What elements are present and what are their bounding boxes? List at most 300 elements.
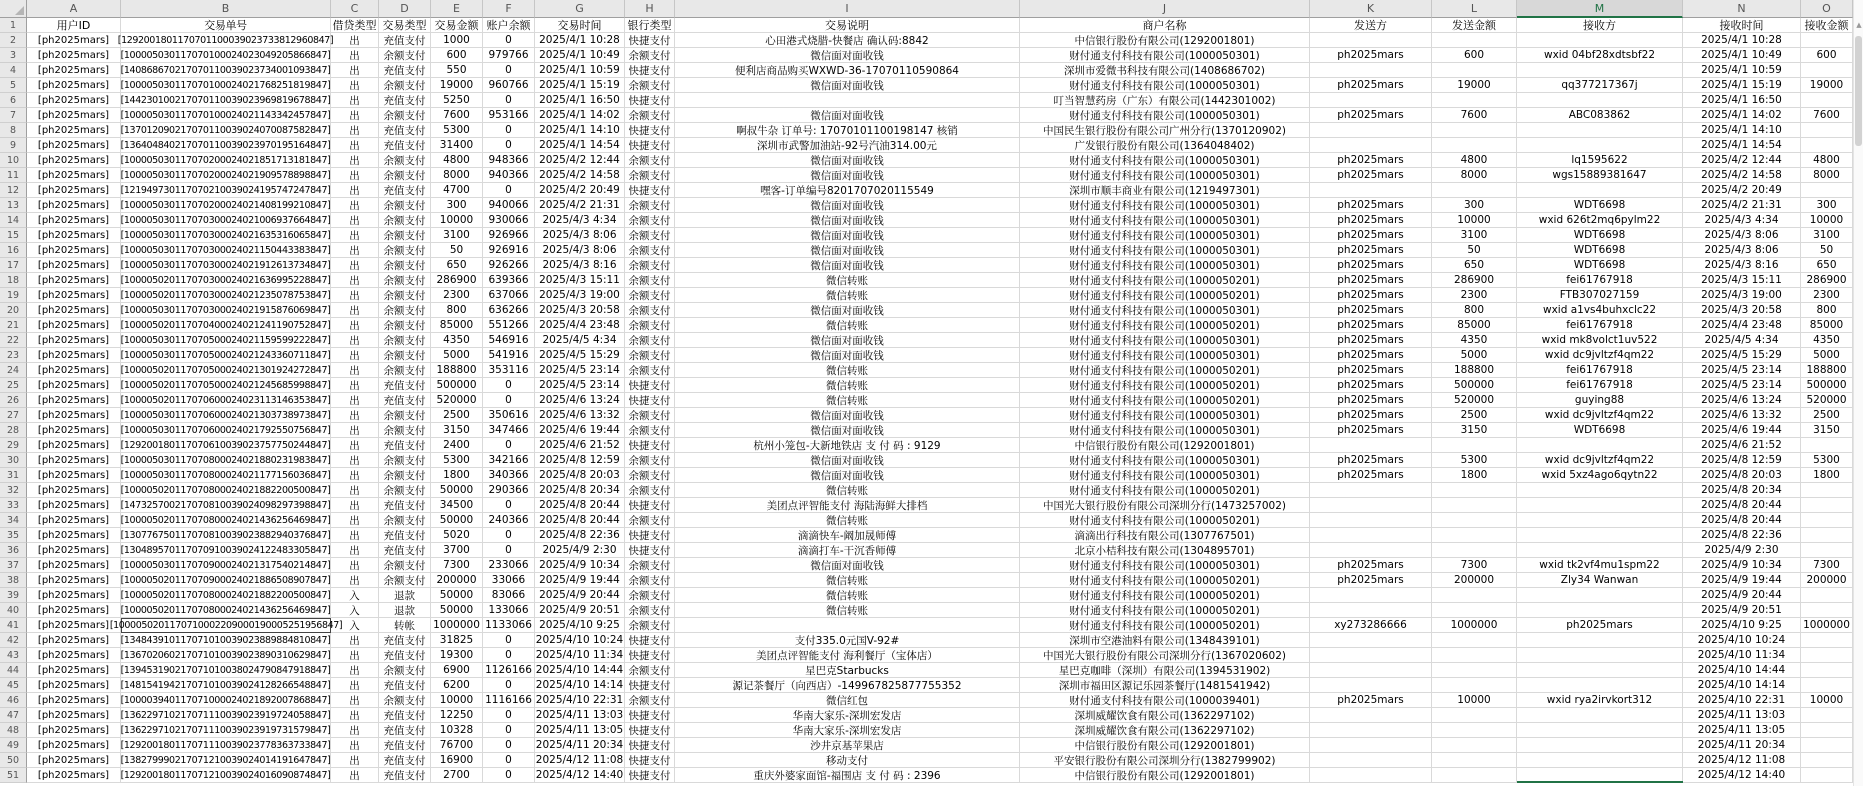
cell-M47[interactable] — [1517, 708, 1683, 723]
cell-B22[interactable]: [100005030117070500024021159599222847] — [121, 333, 331, 348]
cell-E49[interactable]: 76700 — [431, 738, 483, 753]
cell-M25[interactable]: fei61767918 — [1517, 378, 1683, 393]
cell-E23[interactable]: 5000 — [431, 348, 483, 363]
cell-L35[interactable] — [1432, 528, 1517, 543]
cell-B49[interactable]: [129200180117071110039023778363733847] — [121, 738, 331, 753]
cell-F18[interactable]: 639366 — [483, 273, 535, 288]
cell-F39[interactable]: 83066 — [483, 588, 535, 603]
cell-E26[interactable]: 520000 — [431, 393, 483, 408]
cell-L20[interactable]: 800 — [1432, 303, 1517, 318]
cell-O41[interactable]: 1000000 — [1801, 618, 1853, 633]
cell-N23[interactable]: 2025/4/5 15:29 — [1683, 348, 1801, 363]
cell-O8[interactable] — [1801, 123, 1853, 138]
cell-H34[interactable]: 余额支付 — [625, 513, 675, 528]
cell-A28[interactable]: [ph2025mars] — [27, 423, 121, 438]
cell-N42[interactable]: 2025/4/10 10:24 — [1683, 633, 1801, 648]
cell-O20[interactable]: 800 — [1801, 303, 1853, 318]
cell-H7[interactable]: 余额支付 — [625, 108, 675, 123]
cell-D22[interactable]: 余额支付 — [379, 333, 431, 348]
cell-F27[interactable]: 350616 — [483, 408, 535, 423]
cell-J38[interactable]: 财付通支付科技有限公司(1000050201) — [1020, 573, 1310, 588]
cell-M20[interactable]: wxid a1vs4buhxclc22 — [1517, 303, 1683, 318]
cell-K23[interactable]: ph2025mars — [1310, 348, 1432, 363]
cell-O28[interactable]: 3150 — [1801, 423, 1853, 438]
cell-K21[interactable]: ph2025mars — [1310, 318, 1432, 333]
cell-O43[interactable] — [1801, 648, 1853, 663]
cell-F25[interactable]: 0 — [483, 378, 535, 393]
cell-J11[interactable]: 财付通支付科技有限公司(1000050301) — [1020, 168, 1310, 183]
cell-J12[interactable]: 深圳市顺丰商业有限公司(1219497301) — [1020, 183, 1310, 198]
cell-I31[interactable]: 微信面对面收钱 — [675, 468, 1020, 483]
cell-H3[interactable]: 余额支付 — [625, 48, 675, 63]
cell-E3[interactable]: 600 — [431, 48, 483, 63]
cell-L27[interactable]: 2500 — [1432, 408, 1517, 423]
cell-K4[interactable] — [1310, 63, 1432, 78]
cell-G20[interactable]: 2025/4/3 20:58 — [535, 303, 625, 318]
cell-M35[interactable] — [1517, 528, 1683, 543]
cell-L47[interactable] — [1432, 708, 1517, 723]
cell-K15[interactable]: ph2025mars — [1310, 228, 1432, 243]
cell-H28[interactable]: 余额支付 — [625, 423, 675, 438]
cell-M44[interactable] — [1517, 663, 1683, 678]
cell-L19[interactable]: 2300 — [1432, 288, 1517, 303]
scrollbar-up-arrow[interactable]: ▲ — [1856, 21, 1862, 29]
cell-A36[interactable]: [ph2025mars] — [27, 543, 121, 558]
cell-L43[interactable] — [1432, 648, 1517, 663]
cell-E20[interactable]: 800 — [431, 303, 483, 318]
row-header[interactable]: 2 — [0, 33, 27, 48]
cell-C19[interactable]: 出 — [331, 288, 379, 303]
cell-E27[interactable]: 2500 — [431, 408, 483, 423]
cell-I6[interactable] — [675, 93, 1020, 108]
cell-M19[interactable]: FTB307027159 — [1517, 288, 1683, 303]
row-header[interactable]: 45 — [0, 678, 27, 693]
cell-I4[interactable]: 便利店商品购买WXWD-36-17070110590864 — [675, 63, 1020, 78]
row-header[interactable]: 32 — [0, 483, 27, 498]
cell-D48[interactable]: 充值支付 — [379, 723, 431, 738]
cell-J33[interactable]: 中国光大银行股份有限公司深圳分行(1473257002) — [1020, 498, 1310, 513]
cell-F4[interactable]: 0 — [483, 63, 535, 78]
cell-H44[interactable]: 余额支付 — [625, 663, 675, 678]
cell-M48[interactable] — [1517, 723, 1683, 738]
cell-H45[interactable]: 快捷支付 — [625, 678, 675, 693]
cell-F13[interactable]: 940066 — [483, 198, 535, 213]
cell-M17[interactable]: WDT6698 — [1517, 258, 1683, 273]
cell-A43[interactable]: [ph2025mars] — [27, 648, 121, 663]
cell-D29[interactable]: 充值支付 — [379, 438, 431, 453]
cell-I40[interactable]: 微信转账 — [675, 603, 1020, 618]
cell-L26[interactable]: 520000 — [1432, 393, 1517, 408]
cell-C40[interactable]: 入 — [331, 603, 379, 618]
cell-B31[interactable]: [100005030117070800024021177156036847] — [121, 468, 331, 483]
cell-K5[interactable]: ph2025mars — [1310, 78, 1432, 93]
cell-N44[interactable]: 2025/4/10 14:44 — [1683, 663, 1801, 678]
cell-B12[interactable]: [121949730117070210039024195747247847] — [121, 183, 331, 198]
cell-O39[interactable] — [1801, 588, 1853, 603]
cell-K34[interactable] — [1310, 513, 1432, 528]
cell-D36[interactable]: 充值支付 — [379, 543, 431, 558]
cell-K3[interactable]: ph2025mars — [1310, 48, 1432, 63]
cell-N27[interactable]: 2025/4/6 13:32 — [1683, 408, 1801, 423]
cell-O4[interactable] — [1801, 63, 1853, 78]
cell-O1[interactable]: 接收金额 — [1801, 18, 1853, 33]
cell-B7[interactable]: [100005030117070100024021143342457847] — [121, 108, 331, 123]
cell-K44[interactable] — [1310, 663, 1432, 678]
cell-B44[interactable]: [139453190217071010038024790847918847] — [121, 663, 331, 678]
cell-C1[interactable]: 借贷类型 — [331, 18, 379, 33]
row-header[interactable]: 36 — [0, 543, 27, 558]
cell-K37[interactable]: ph2025mars — [1310, 558, 1432, 573]
cell-H39[interactable]: 余额支付 — [625, 588, 675, 603]
cell-B48[interactable]: [136229710217071110039023919731579847] — [121, 723, 331, 738]
cell-O3[interactable]: 600 — [1801, 48, 1853, 63]
column-header-d[interactable]: D — [379, 0, 431, 18]
cell-K49[interactable] — [1310, 738, 1432, 753]
cell-I49[interactable]: 沙井京基苹果店 — [675, 738, 1020, 753]
row-header[interactable]: 49 — [0, 738, 27, 753]
cell-B2[interactable]: [1292001801170701100039023733812960847] — [121, 33, 331, 48]
cell-G12[interactable]: 2025/4/2 20:49 — [535, 183, 625, 198]
cell-G38[interactable]: 2025/4/9 19:44 — [535, 573, 625, 588]
scrollbar-thumb[interactable] — [1855, 36, 1862, 146]
cell-I12[interactable]: 嘿客-订单编号8201707020115549 — [675, 183, 1020, 198]
cell-M18[interactable]: fei61767918 — [1517, 273, 1683, 288]
row-header[interactable]: 41 — [0, 618, 27, 633]
cell-C34[interactable]: 出 — [331, 513, 379, 528]
cell-G8[interactable]: 2025/4/1 14:10 — [535, 123, 625, 138]
cell-L9[interactable] — [1432, 138, 1517, 153]
cell-G47[interactable]: 2025/4/11 13:03 — [535, 709, 624, 721]
cell-F21[interactable]: 551266 — [483, 318, 535, 333]
cell-L24[interactable]: 188800 — [1432, 363, 1517, 378]
cell-A30[interactable]: [ph2025mars] — [27, 453, 121, 468]
cell-H51[interactable]: 快捷支付 — [625, 768, 675, 783]
cell-O29[interactable] — [1801, 438, 1853, 453]
cell-M23[interactable]: wxid dc9jvltzf4qm22 — [1517, 348, 1683, 363]
cell-I20[interactable]: 微信面对面收钱 — [675, 303, 1020, 318]
cell-B30[interactable]: [100005030117070800024021880231983847] — [121, 453, 331, 468]
cell-B37[interactable]: [100005030117070900024021317540214847] — [121, 558, 331, 573]
cell-M15[interactable]: WDT6698 — [1517, 228, 1683, 243]
cell-B4[interactable]: [140868670217070110039023734001093847] — [121, 63, 331, 78]
cell-E16[interactable]: 50 — [431, 243, 483, 258]
cell-J24[interactable]: 财付通支付科技有限公司(1000050201) — [1020, 363, 1310, 378]
row-header[interactable]: 10 — [0, 153, 27, 168]
cell-G32[interactable]: 2025/4/8 20:34 — [535, 483, 625, 498]
cell-J37[interactable]: 财付通支付科技有限公司(1000050301) — [1020, 558, 1310, 573]
cell-N14[interactable]: 2025/4/3 4:34 — [1683, 213, 1801, 228]
cell-D11[interactable]: 余额支付 — [379, 168, 431, 183]
cell-L48[interactable] — [1432, 723, 1517, 738]
cell-F30[interactable]: 342166 — [483, 453, 535, 468]
cell-A21[interactable]: [ph2025mars] — [27, 318, 121, 333]
cell-L45[interactable] — [1432, 678, 1517, 693]
cell-K6[interactable] — [1310, 93, 1432, 108]
cell-I16[interactable]: 微信面对面收钱 — [675, 243, 1020, 258]
cell-J44[interactable]: 星巴克咖啡（深圳）有限公司(1394531902) — [1020, 663, 1310, 678]
row-header[interactable]: 23 — [0, 348, 27, 363]
cell-N50[interactable]: 2025/4/12 11:08 — [1683, 753, 1801, 768]
cell-M39[interactable] — [1517, 588, 1683, 603]
cell-B39[interactable]: [100005020117070800024021882200500847] — [121, 588, 331, 603]
cell-D3[interactable]: 余额支付 — [379, 48, 431, 63]
cell-B45[interactable]: [148154194217071010039024128266548847] — [121, 678, 331, 693]
cell-C38[interactable]: 出 — [331, 573, 379, 588]
cell-H1[interactable]: 银行类型 — [625, 18, 675, 33]
cell-D35[interactable]: 充值支付 — [379, 528, 431, 543]
cell-K19[interactable]: ph2025mars — [1310, 288, 1432, 303]
cell-I43[interactable]: 美团点评智能支付 海利餐厅（宝体店） — [675, 648, 1020, 663]
cell-K2[interactable] — [1310, 33, 1432, 48]
cell-D1[interactable]: 交易类型 — [379, 18, 431, 33]
cell-N36[interactable]: 2025/4/9 2:30 — [1683, 543, 1801, 558]
cell-B21[interactable]: [100005020117070400024021241190752847] — [121, 318, 331, 333]
cell-J10[interactable]: 财付通支付科技有限公司(1000050301) — [1020, 153, 1310, 168]
cell-H16[interactable]: 余额支付 — [625, 243, 675, 258]
cell-F26[interactable]: 0 — [483, 393, 535, 408]
cell-N35[interactable]: 2025/4/8 22:36 — [1683, 528, 1801, 543]
cell-E44[interactable]: 6900 — [431, 663, 483, 678]
cell-D33[interactable]: 充值支付 — [379, 498, 431, 513]
cell-O37[interactable]: 7300 — [1801, 558, 1853, 573]
cell-O46[interactable]: 10000 — [1801, 693, 1853, 708]
cell-L2[interactable] — [1432, 33, 1517, 48]
cell-E1[interactable]: 交易金额 — [431, 18, 483, 33]
cell-A32[interactable]: [ph2025mars] — [27, 483, 121, 498]
cell-L17[interactable]: 650 — [1432, 258, 1517, 273]
row-header[interactable]: 47 — [0, 708, 27, 723]
cell-I3[interactable]: 微信面对面收钱 — [675, 48, 1020, 63]
row-header[interactable]: 16 — [0, 243, 27, 258]
cell-M5[interactable]: qq377217367j — [1517, 78, 1683, 93]
cell-G6[interactable]: 2025/4/1 16:50 — [535, 93, 625, 108]
cell-B20[interactable]: [100005030117070300024021915876069847] — [121, 303, 331, 318]
cell-I17[interactable]: 微信面对面收钱 — [675, 258, 1020, 273]
cell-H10[interactable]: 余额支付 — [625, 153, 675, 168]
cell-D41[interactable]: 转帐 — [379, 618, 431, 633]
cell-I25[interactable]: 微信转账 — [675, 378, 1020, 393]
column-header-l[interactable]: L — [1432, 0, 1517, 18]
column-header-m[interactable]: M — [1517, 0, 1683, 18]
cell-O6[interactable] — [1801, 93, 1853, 108]
cell-D17[interactable]: 余额支付 — [379, 258, 431, 273]
cell-F24[interactable]: 353116 — [483, 363, 535, 378]
cell-I34[interactable]: 微信转账 — [675, 513, 1020, 528]
cell-G44[interactable]: 2025/4/10 14:44 — [535, 664, 624, 676]
cell-I35[interactable]: 滴滴快车-阚加晟师傅 — [675, 528, 1020, 543]
cell-M27[interactable]: wxid dc9jvltzf4qm22 — [1517, 408, 1683, 423]
cell-N5[interactable]: 2025/4/1 15:19 — [1683, 78, 1801, 93]
cell-O49[interactable] — [1801, 738, 1853, 753]
cell-B32[interactable]: [100005020117070800024021882200500847] — [121, 483, 331, 498]
cell-M37[interactable]: wxid tk2vf4mu1spm22 — [1517, 558, 1683, 573]
cell-M24[interactable]: fei61767918 — [1517, 363, 1683, 378]
cell-L46[interactable]: 10000 — [1432, 693, 1517, 708]
cell-I51[interactable]: 重庆外婆家面馆-福围店 支 付 码 : 2396 — [675, 768, 1020, 783]
cell-O45[interactable] — [1801, 678, 1853, 693]
row-header[interactable]: 21 — [0, 318, 27, 333]
cell-C9[interactable]: 出 — [331, 138, 379, 153]
cell-G37[interactable]: 2025/4/9 10:34 — [535, 558, 625, 573]
cell-N24[interactable]: 2025/4/5 23:14 — [1683, 363, 1801, 378]
column-header-j[interactable]: J — [1020, 0, 1310, 18]
cell-H13[interactable]: 余额支付 — [625, 198, 675, 213]
cell-L4[interactable] — [1432, 63, 1517, 78]
cell-L23[interactable]: 5000 — [1432, 348, 1517, 363]
cell-A3[interactable]: [ph2025mars] — [27, 48, 121, 63]
cell-F15[interactable]: 926966 — [483, 228, 535, 243]
cell-B25[interactable]: [100005020117070500024021245685998847] — [121, 378, 331, 393]
cell-F31[interactable]: 340366 — [483, 468, 535, 483]
cell-H41[interactable]: 余额支付 — [625, 618, 675, 633]
cell-K29[interactable] — [1310, 438, 1432, 453]
row-header[interactable]: 38 — [0, 573, 27, 588]
cell-K39[interactable] — [1310, 588, 1432, 603]
cell-L14[interactable]: 10000 — [1432, 213, 1517, 228]
cell-G51[interactable]: 2025/4/12 14:40 — [535, 769, 624, 781]
cell-M42[interactable] — [1517, 633, 1683, 648]
cell-E29[interactable]: 2400 — [431, 438, 483, 453]
cell-M34[interactable] — [1517, 513, 1683, 528]
cell-D46[interactable]: 余额支付 — [379, 693, 431, 708]
cell-H19[interactable]: 余额支付 — [625, 288, 675, 303]
cell-E51[interactable]: 2700 — [431, 768, 483, 783]
cell-L34[interactable] — [1432, 513, 1517, 528]
cell-L36[interactable] — [1432, 543, 1517, 558]
cell-K48[interactable] — [1310, 723, 1432, 738]
cell-C29[interactable]: 出 — [331, 438, 379, 453]
cell-O25[interactable]: 500000 — [1801, 378, 1853, 393]
cell-A6[interactable]: [ph2025mars] — [27, 93, 121, 108]
row-header[interactable]: 5 — [0, 78, 27, 93]
cell-J21[interactable]: 财付通支付科技有限公司(1000050201) — [1020, 318, 1310, 333]
cell-I7[interactable]: 微信面对面收钱 — [675, 108, 1020, 123]
cell-A33[interactable]: [ph2025mars] — [27, 498, 121, 513]
cell-F14[interactable]: 930066 — [483, 213, 535, 228]
cell-D50[interactable]: 充值支付 — [379, 753, 431, 768]
cell-G21[interactable]: 2025/4/4 23:48 — [535, 318, 625, 333]
cell-J25[interactable]: 财付通支付科技有限公司(1000050201) — [1020, 378, 1310, 393]
cell-F22[interactable]: 546916 — [483, 333, 535, 348]
cell-I19[interactable]: 微信转账 — [675, 288, 1020, 303]
cell-G29[interactable]: 2025/4/6 21:52 — [535, 438, 625, 453]
cell-O51[interactable] — [1801, 768, 1853, 783]
cell-C23[interactable]: 出 — [331, 348, 379, 363]
row-header[interactable]: 24 — [0, 363, 27, 378]
cell-E19[interactable]: 2300 — [431, 288, 483, 303]
row-header[interactable]: 6 — [0, 93, 27, 108]
cell-J13[interactable]: 财付通支付科技有限公司(1000050301) — [1020, 198, 1310, 213]
cell-N38[interactable]: 2025/4/9 19:44 — [1683, 573, 1801, 588]
row-header[interactable]: 22 — [0, 333, 27, 348]
cell-J17[interactable]: 财付通支付科技有限公司(1000050301) — [1020, 258, 1310, 273]
cell-E13[interactable]: 300 — [431, 198, 483, 213]
cell-A22[interactable]: [ph2025mars] — [27, 333, 121, 348]
row-header[interactable]: 19 — [0, 288, 27, 303]
cell-D18[interactable]: 余额支付 — [379, 273, 431, 288]
column-header-h[interactable]: H — [625, 0, 675, 18]
cell-L21[interactable]: 85000 — [1432, 318, 1517, 333]
cell-K38[interactable]: ph2025mars — [1310, 573, 1432, 588]
cell-F23[interactable]: 541916 — [483, 348, 535, 363]
cell-I33[interactable]: 美团点评智能支付 海陆海鲜大排档 — [675, 498, 1020, 513]
cell-C10[interactable]: 出 — [331, 153, 379, 168]
cell-F8[interactable]: 0 — [483, 123, 535, 138]
cell-F7[interactable]: 953166 — [483, 108, 535, 123]
cell-A1[interactable]: 用户ID — [27, 18, 121, 33]
cell-K50[interactable] — [1310, 753, 1432, 768]
cell-N19[interactable]: 2025/4/3 19:00 — [1683, 288, 1801, 303]
cell-M9[interactable] — [1517, 138, 1683, 153]
cell-E12[interactable]: 4700 — [431, 183, 483, 198]
cell-N13[interactable]: 2025/4/2 21:31 — [1683, 198, 1801, 213]
cell-C50[interactable]: 出 — [331, 753, 379, 768]
row-header[interactable]: 44 — [0, 663, 27, 678]
cell-K9[interactable] — [1310, 138, 1432, 153]
cell-A50[interactable]: [ph2025mars] — [27, 753, 121, 768]
cell-A29[interactable]: [ph2025mars] — [27, 438, 121, 453]
cell-M33[interactable] — [1517, 498, 1683, 513]
cell-J9[interactable]: 广发银行股份有限公司(1364048402) — [1020, 138, 1310, 153]
cell-O9[interactable] — [1801, 138, 1853, 153]
cell-M10[interactable]: lq1595622 — [1517, 153, 1683, 168]
cell-F46[interactable]: 1116166 — [483, 693, 535, 708]
cell-N28[interactable]: 2025/4/6 19:44 — [1683, 423, 1801, 438]
cell-C8[interactable]: 出 — [331, 123, 379, 138]
cell-F42[interactable]: 0 — [483, 633, 535, 648]
row-header[interactable]: 33 — [0, 498, 27, 513]
cell-N20[interactable]: 2025/4/3 20:58 — [1683, 303, 1801, 318]
cell-N46[interactable]: 2025/4/10 22:31 — [1683, 693, 1801, 708]
cell-A46[interactable]: [ph2025mars] — [27, 693, 121, 708]
cell-N4[interactable]: 2025/4/1 10:59 — [1683, 63, 1801, 78]
cell-A42[interactable]: [ph2025mars] — [27, 633, 121, 648]
cell-C5[interactable]: 出 — [331, 78, 379, 93]
cell-G16[interactable]: 2025/4/3 8:06 — [535, 243, 625, 258]
cell-B26[interactable]: [100005020117070600024023113146353847] — [121, 393, 331, 408]
cell-E2[interactable]: 1000 — [431, 33, 483, 48]
cell-H29[interactable]: 快捷支付 — [625, 438, 675, 453]
cell-E40[interactable]: 50000 — [431, 603, 483, 618]
cell-M30[interactable]: wxid dc9jvltzf4qm22 — [1517, 453, 1683, 468]
cell-H23[interactable]: 余额支付 — [625, 348, 675, 363]
cell-N2[interactable]: 2025/4/1 10:28 — [1683, 33, 1801, 48]
cell-L12[interactable] — [1432, 183, 1517, 198]
cell-D13[interactable]: 余额支付 — [379, 198, 431, 213]
cell-G30[interactable]: 2025/4/8 12:59 — [535, 453, 625, 468]
cell-L29[interactable] — [1432, 438, 1517, 453]
cell-K11[interactable]: ph2025mars — [1310, 168, 1432, 183]
cell-I24[interactable]: 微信转账 — [675, 363, 1020, 378]
cell-N9[interactable]: 2025/4/1 14:54 — [1683, 138, 1801, 153]
cell-O15[interactable]: 3100 — [1801, 228, 1853, 243]
cell-I50[interactable]: 移动支付 — [675, 753, 1020, 768]
row-header[interactable]: 25 — [0, 378, 27, 393]
cell-E8[interactable]: 5300 — [431, 123, 483, 138]
cell-B8[interactable]: [137012090217070110039024070087582847] — [121, 123, 331, 138]
column-header-k[interactable]: K — [1310, 0, 1432, 18]
cell-F11[interactable]: 940366 — [483, 168, 535, 183]
cell-N40[interactable]: 2025/4/9 20:51 — [1683, 603, 1801, 618]
cell-H4[interactable]: 快捷支付 — [625, 63, 675, 78]
cell-N16[interactable]: 2025/4/3 8:06 — [1683, 243, 1801, 258]
cell-O12[interactable] — [1801, 183, 1853, 198]
cell-E30[interactable]: 5300 — [431, 453, 483, 468]
cell-O26[interactable]: 520000 — [1801, 393, 1853, 408]
row-header[interactable]: 15 — [0, 228, 27, 243]
cell-K28[interactable]: ph2025mars — [1310, 423, 1432, 438]
cell-M1[interactable]: 接收方 — [1517, 18, 1683, 33]
